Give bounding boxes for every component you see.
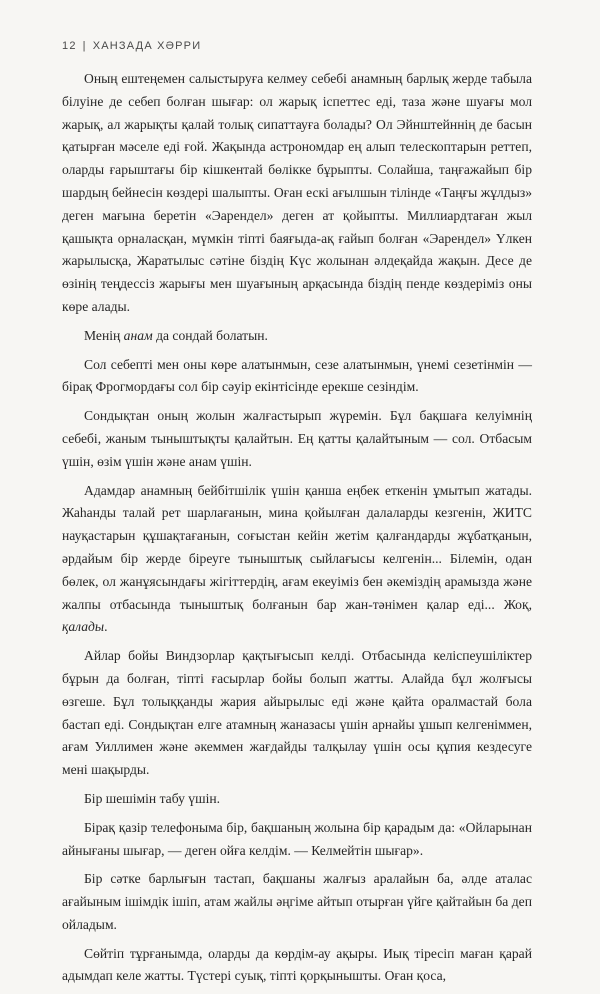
running-header — [62, 40, 201, 52]
paragraph: Сөйтіп тұрғанымда, оларды да көрдім-ау ақыры. Иық тіресіп маған қарай адымдап келе жатты. Түстері суық, тіпті қорқынышты. Оған қоса, — [62, 945, 532, 984]
text-run: . — [104, 619, 108, 635]
emphasis-word: анам — [123, 327, 153, 343]
text-run: Менің — [84, 327, 124, 343]
paragraph — [62, 325, 532, 348]
paragraph: Айлар бойы Виндзорлар қақтығысып келді. Отбасында келіспеушіліктер бұрын да болған, тіпті ғасырлар бойы болып жатты. Алайда бұл жолғысы өзгеше. Бұл толыққанды жария айырылыс еді және қайта оралмастай бола бастап еді. Сондықтан елге атамның жаназасы үшін арнайы ұшып келгеніммен, ағам Уиллимен және әкеммен жағдайды талқылау үшін осы құпия кездесуге мені шақырды. — [62, 648, 532, 778]
header-separator: | — [82, 40, 87, 52]
running-title: ХАНЗАДА ХӘРРИ — [92, 40, 202, 52]
text-run: да сондай болатын. — [152, 327, 268, 343]
page-number: 12 — [62, 40, 77, 52]
paragraph — [62, 480, 532, 640]
paragraph: Сондықтан оның жолын жалғастырып жүремін. Бұл бақшаға келуімнің себебі, жаным тыныштықты қалайтын. Ең қатты қалайтыным — сол. Отбасым үшін, өзім үшін және анам үшін. — [62, 408, 532, 469]
paragraph: Бірақ қазір телефоныма бір, бақшаның жолына бір қарадым да: «Ойларынан айнығаны шығар, — деген ойға келдім. — Келмейтін шығар». — [62, 819, 532, 858]
paragraph: Бір шешімін табу үшін. — [84, 790, 221, 806]
paragraph: Бір сәтке барлығын тастап, бақшаны жалғыз аралайын ба, әлде аталас ағайыным ішімдік ішіп, атам жайлы әңгіме айтып отырған үйге қайтайын ба деп ойладым. — [62, 871, 532, 932]
paragraph: Оның ештеңемен салыстыруға келмеу себебі анамның барлық жерде табыла білуіне де себеп болған шығар: ол жарық іспеттес еді, таза және шуағы мол жарық, ал жарықты қалай толық сипаттауға болады? Ол Эйнштейннің де басын қатырған мәселе еді ғой. Жақында астрономдар ең алып телескоптарын реттеп, оларды ғарыштағы бір кішкентай бөлікке бұрыпты. Солайша, таңғажайып бір шардың бейнесін көздері шалыпты. Оған ескі ағылшын тілінде «Таңғы жұлдыз» деген мағына беретін «Эарендел» деген ат қойыпты. Миллиардтаған жыл қашықта орналасқан, мүмкін тіпті баяғыда-ақ ғайып болған «Эарендел» Үлкен жарылысқа, Жаратылыс сәтіне біздің Күс жолынан әлдеқайда жақын. Десе де өзінің теңдессіз жарығы мен шуағының арқасында біздің пенде көздеріміз оны көре алады. — [62, 71, 532, 314]
emphasis-word: қалады — [62, 619, 105, 635]
text-run: Адамдар анамның бейбітшілік үшін қанша еңбек еткенін ұмытып жатады. Жаһанды талай рет шарлағанын, мина қойылған далаларды кезгенін, ЖИТС науқастарын құшақтағанын, соғыстан кейін жетім қалғандарды жұбатқанын, әрдайым бір жерде біреуге тыныштық сыйлағысы келгенін... Білемін, одан бөлек, ол жанұясындағы жігіттердің, ағам екеуіміз бен әкеміздің арамызда және жалпы отбасында тыныштық болғанын бар жан-тәнімен қалар еді... Жоқ, — [62, 482, 532, 612]
paragraph: Сол себепті мен оны көре алатынмын, сезе алатынмын, үнемі сезетінмін — бірақ Фрогмордағы сол бір сәуір екінтісінде ерекше сезіндім. — [62, 356, 532, 395]
body-text — [62, 68, 532, 994]
